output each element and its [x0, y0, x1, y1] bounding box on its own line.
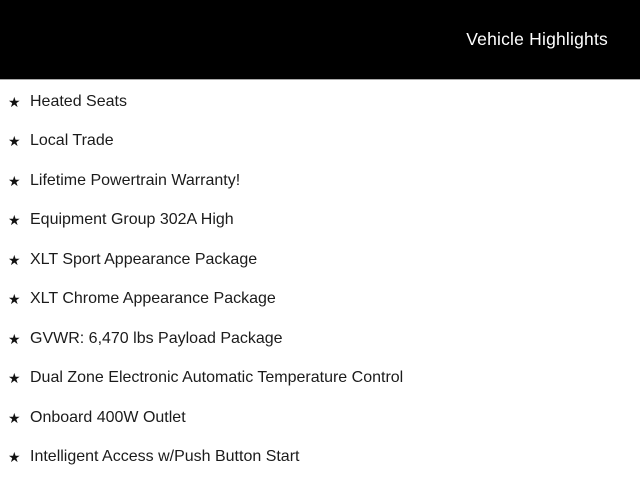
list-item: [0, 438, 640, 478]
highlight-item-text: Dual Zone Electronic Automatic Temperature Control: [30, 369, 404, 387]
highlight-item-text: Intelligent Access w/Push Button Start: [30, 448, 300, 466]
list-item: [0, 240, 640, 280]
star-icon: ★: [8, 251, 21, 268]
list-item: [0, 280, 640, 320]
star-icon: ★: [8, 330, 21, 347]
list-item: [0, 201, 640, 241]
list-item: [0, 161, 640, 201]
star-icon: ★: [8, 409, 21, 426]
highlight-item-text: Lifetime Powertrain Warranty!: [30, 171, 241, 189]
list-item: [0, 398, 640, 438]
star-icon: ★: [8, 449, 21, 466]
list-item: [0, 319, 640, 359]
star-icon: ★: [8, 133, 21, 150]
highlight-item-text: GVWR: 6,470 lbs Payload Package: [30, 329, 283, 347]
list-item: [0, 359, 640, 399]
highlight-item-text: Onboard 400W Outlet: [30, 408, 186, 426]
highlights-list: [0, 80, 640, 477]
page-title: Vehicle Highlights: [466, 29, 608, 49]
list-item: [0, 122, 640, 162]
highlight-item-text: Equipment Group 302A High: [30, 211, 234, 229]
highlight-item-text: XLT Chrome Appearance Package: [30, 290, 276, 308]
highlight-item-text: Local Trade: [30, 132, 114, 150]
star-icon: ★: [8, 172, 21, 189]
highlight-item-text: Heated Seats: [30, 92, 127, 110]
highlight-item-text: XLT Sport Appearance Package: [30, 250, 258, 268]
list-item: [0, 82, 640, 122]
vehicle-highlights-header: [0, 0, 640, 80]
star-icon: ★: [8, 93, 21, 110]
star-icon: ★: [8, 370, 21, 387]
star-icon: ★: [8, 291, 21, 308]
star-icon: ★: [8, 212, 21, 229]
